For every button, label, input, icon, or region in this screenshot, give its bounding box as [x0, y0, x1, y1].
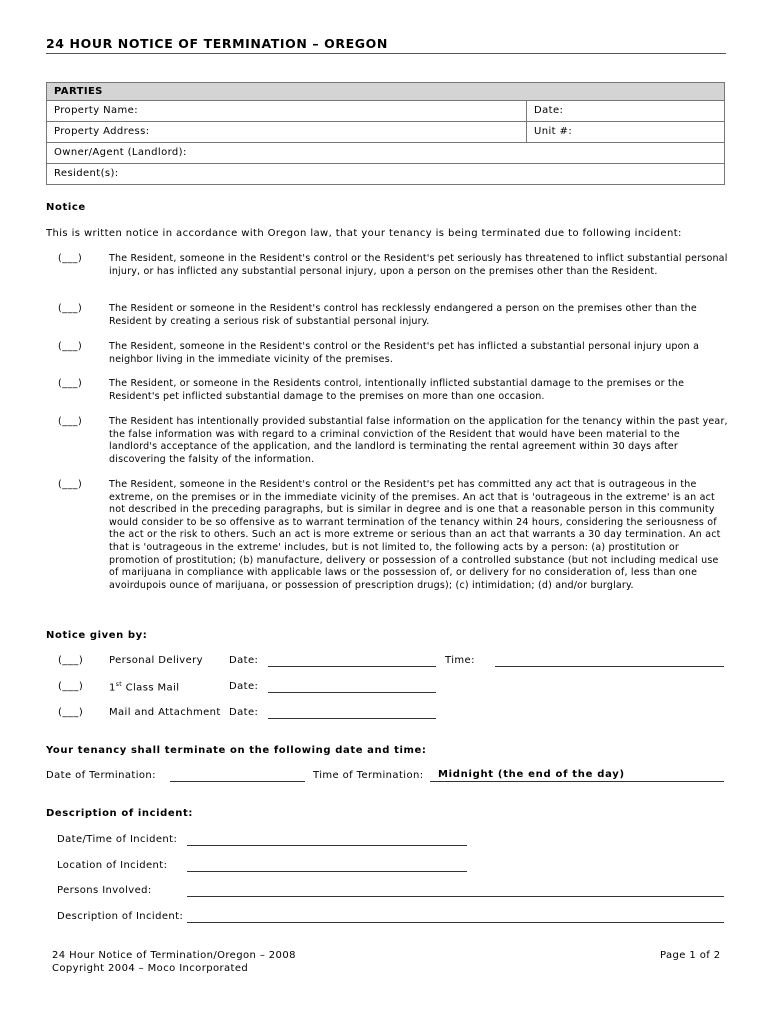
parties-table	[46, 82, 725, 185]
property-name-row	[47, 101, 724, 122]
option-text: The Resident or someone in the Resident's control has recklessly endangered a person on the premises other than the Resident by creating a serious risk of substantial personal injury.	[109, 303, 697, 327]
mail-attachment-label: Mail and Attachment	[109, 707, 221, 718]
personal-delivery-time-line[interactable]	[495, 666, 724, 667]
footer-copyright: Copyright 2004 – Moco Incorporated	[52, 963, 249, 974]
option-text: The Resident, or someone in the Residents control, intentionally inflicted substantial damage to the premises or the Resident's pet inflicted substantial damage to the premises on more than one occasion.	[109, 378, 685, 402]
mail-attachment-date-label: Date:	[229, 707, 259, 718]
residents-row	[47, 164, 724, 184]
property-address-label[interactable]: Property Address:	[54, 126, 150, 137]
personal-delivery-date-line[interactable]	[268, 666, 436, 667]
option-text: The Resident, someone in the Resident's control or the Resident's pet has committed any act that is outrageous in the extreme, on the premises or in the immediate vicinity of the premises. An act that is 'outrageous in the extreme' is an act not described in the preceding paragraphs, but is similar in degree and is one that a reasonable person in this community would consider to be so offensive as to warrant termination of the tenancy within 24 hours, considering the seriousness of the act or the risk to others. Such an act is more extreme or serious than an act that warrants a 30 day termination. An act that is 'outrageous in the extreme' includes, but is not limited to, the following acts by a person: (a) prostitution or promotion of prostitution; (b) manufacture, delivery or possession of a controlled substance (but not including medical use of marijuana in compliance with applicable laws or the possession of, or delivery for no consideration of, less than one avoirdupois ounce of marijuana, or possession of prescription drugs); (c) intimidation; (d) and/or burglary.	[109, 479, 721, 591]
notice-intro: This is written notice in accordance with Oregon law, that your tenancy is being terminated due to following incident:	[46, 228, 682, 239]
given-by-heading: Notice given by:	[46, 630, 148, 641]
terminate-heading: Your tenancy shall terminate on the following date and time:	[46, 745, 427, 756]
incident-description-label: Description of Incident:	[57, 911, 184, 922]
option-marker[interactable]: (___)	[58, 303, 83, 314]
incident-location-label: Location of Incident:	[57, 860, 168, 871]
termination-date-line[interactable]	[170, 781, 305, 782]
first-class-date-line[interactable]	[268, 692, 436, 693]
termination-time-value: Midnight (the end of the day)	[438, 769, 625, 780]
owner-row	[47, 143, 724, 164]
incident-persons-label: Persons Involved:	[57, 885, 152, 896]
personal-delivery-label: Personal Delivery	[109, 655, 203, 666]
option-marker[interactable]: (___)	[58, 378, 83, 389]
owner-label[interactable]: Owner/Agent (Landlord):	[54, 147, 187, 158]
option-marker[interactable]: (___)	[58, 479, 83, 490]
termination-date-label: Date of Termination:	[46, 770, 156, 781]
property-address-row	[47, 122, 724, 143]
incident-datetime-label: Date/Time of Incident:	[57, 834, 178, 845]
incident-heading: Description of incident:	[46, 808, 194, 819]
first-class-marker[interactable]: (___)	[58, 681, 84, 692]
incident-location-line[interactable]	[187, 871, 467, 872]
title-rule	[46, 53, 726, 54]
footer-form-name: 24 Hour Notice of Termination/Oregon – 2008	[52, 950, 296, 961]
incident-persons-line[interactable]	[187, 896, 724, 897]
option-marker[interactable]: (___)	[58, 341, 83, 352]
mail-attachment-date-line[interactable]	[268, 718, 436, 719]
footer-page-number: Page 1 of 2	[660, 950, 721, 961]
parties-header: PARTIES	[47, 83, 724, 101]
termination-time-label: Time of Termination:	[313, 770, 424, 781]
mail-attachment-marker[interactable]: (___)	[58, 707, 84, 718]
date-label[interactable]: Date:	[526, 101, 724, 121]
page-title: 24 HOUR NOTICE OF TERMINATION – OREGON	[46, 36, 388, 51]
option-text: The Resident, someone in the Resident's control or the Resident's pet seriously has threatened to inflict substantial personal injury, or has inflicted any substantial personal injury, upon a person on the premises other than the Resident.	[109, 253, 728, 277]
unit-label[interactable]: Unit #:	[526, 122, 724, 142]
option-text: The Resident has intentionally provided substantial false information on the application for the tenancy within the past year, the false information was with regard to a criminal conviction of the Resident that would have been material to the landlord's acceptance of the application, and the landlord is terminating the rental agreement within 30 days after discovering the falsity of the information.	[109, 416, 728, 465]
residents-label[interactable]: Resident(s):	[54, 168, 119, 179]
first-class-label: 1st Class Mail	[109, 681, 180, 694]
termination-time-line[interactable]	[430, 781, 724, 782]
notice-heading: Notice	[46, 202, 86, 213]
personal-delivery-time-label: Time:	[445, 655, 475, 666]
property-name-label[interactable]: Property Name:	[54, 105, 138, 116]
incident-description-line[interactable]	[187, 922, 724, 923]
personal-delivery-date-label: Date:	[229, 655, 259, 666]
first-class-date-label: Date:	[229, 681, 259, 692]
incident-datetime-line[interactable]	[187, 845, 467, 846]
personal-delivery-marker[interactable]: (___)	[58, 655, 84, 666]
option-text: The Resident, someone in the Resident's control or the Resident's pet has inflicted a substantial personal injury upon a neighbor living in the immediate vicinity of the premises.	[109, 341, 700, 365]
option-marker[interactable]: (___)	[58, 416, 83, 427]
option-marker[interactable]: (___)	[58, 253, 83, 264]
